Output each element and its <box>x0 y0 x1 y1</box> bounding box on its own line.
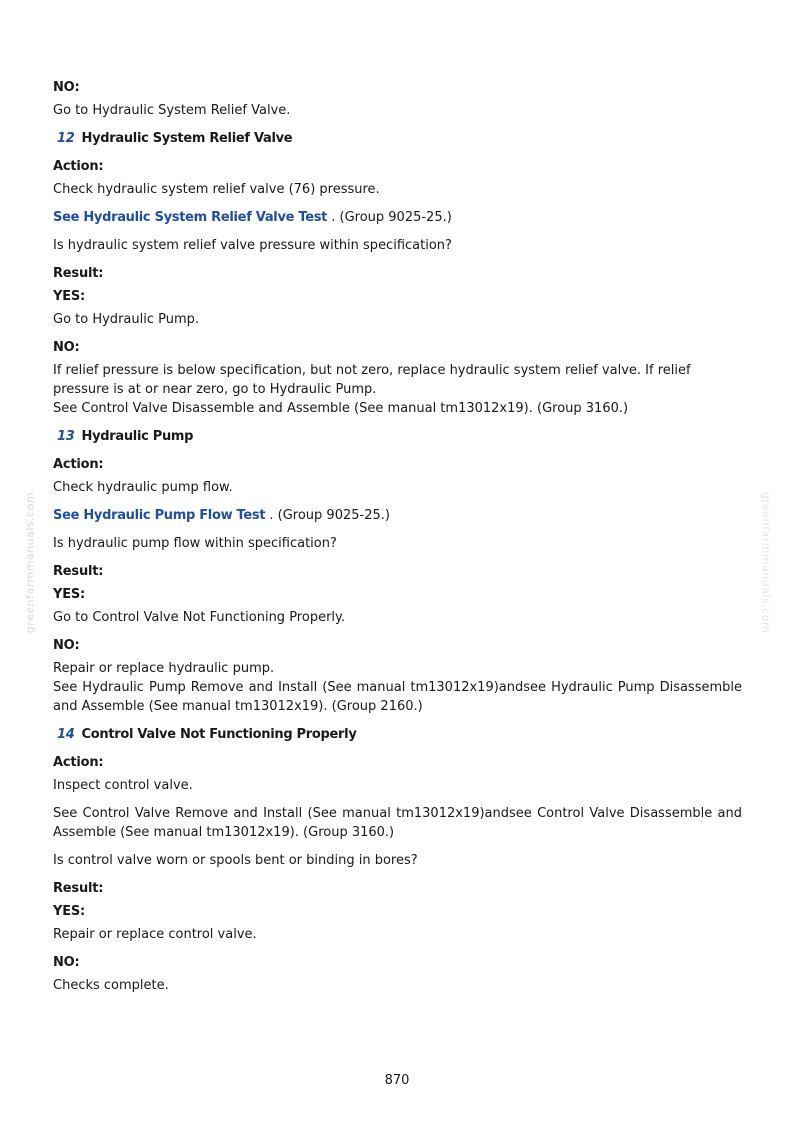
step-title: Hydraulic Pump <box>81 429 194 444</box>
step-heading-12 <box>53 129 742 148</box>
no-text: If relief pressure is below specification, but not zero, replace hydraulic system relief valve. If relief pressure is at or near zero, go to Hydraulic Pump. <box>53 363 691 397</box>
watermark-left: greenfarmmanuals.com <box>23 491 37 634</box>
no-text: Go to Hydraulic System Relief Valve. <box>53 103 291 118</box>
yes-label: YES: <box>53 904 86 919</box>
step-heading-14 <box>53 725 742 744</box>
action-label: Action: <box>53 159 104 174</box>
yes-text: Repair or replace control valve. <box>53 927 257 942</box>
group-reference: . (Group 9025-25.) <box>327 210 452 225</box>
question-text: Is hydraulic pump flow within specification? <box>53 536 337 551</box>
no-label: NO: <box>53 638 80 653</box>
action-text: Check hydraulic system relief valve (76) pressure. <box>53 182 380 197</box>
step-heading-13 <box>53 427 742 446</box>
step-number: 12 <box>57 131 75 146</box>
no-label: NO: <box>53 340 80 355</box>
yes-text: Go to Hydraulic Pump. <box>53 312 200 327</box>
step-number: 14 <box>57 727 75 742</box>
yes-label: YES: <box>53 587 86 602</box>
question-text: Is control valve worn or spools bent or binding in bores? <box>53 853 418 868</box>
no-text-reference: See Control Valve Disassemble and Assemble (See manual tm13012x19). (Group 3160.) <box>53 401 629 416</box>
action-text: Inspect control valve. <box>53 778 193 793</box>
group-reference: . (Group 9025-25.) <box>265 508 390 523</box>
action-text: Check hydraulic pump flow. <box>53 480 233 495</box>
test-reference <box>53 506 742 525</box>
yes-label: YES: <box>53 289 86 304</box>
step-title: Hydraulic System Relief Valve <box>81 131 293 146</box>
yes-text: Go to Control Valve Not Functioning Properly. <box>53 610 345 625</box>
action-label: Action: <box>53 457 104 472</box>
test-link[interactable]: See Hydraulic Pump Flow Test <box>53 508 266 523</box>
test-reference <box>53 208 742 227</box>
result-label: Result: <box>53 564 104 579</box>
no-label: NO: <box>53 955 80 970</box>
no-text: Checks complete. <box>53 978 169 993</box>
see-reference: See Control Valve Remove and Install (See manual tm13012x19)andsee Control Valve Disassemble and Assemble (See manual tm13012x19). (Group 3160.) <box>53 806 742 840</box>
action-label: Action: <box>53 755 104 770</box>
document-page <box>53 72 742 995</box>
step-number: 13 <box>57 429 75 444</box>
step-title: Control Valve Not Functioning Properly <box>81 727 357 742</box>
result-label: Result: <box>53 881 104 896</box>
watermark-right: greenfarmmanuals.com <box>759 491 773 634</box>
test-link[interactable]: See Hydraulic System Relief Valve Test <box>53 210 328 225</box>
no-text: Repair or replace hydraulic pump. <box>53 661 275 676</box>
question-text: Is hydraulic system relief valve pressure within specification? <box>53 238 452 253</box>
no-label: NO: <box>53 80 80 95</box>
result-label: Result: <box>53 266 104 281</box>
no-text-reference: See Hydraulic Pump Remove and Install (See manual tm13012x19)andsee Hydraulic Pump Disassemble and Assemble (See manual tm13012x19). (Group 2160.) <box>53 680 742 714</box>
page-number: 870 <box>384 1073 410 1088</box>
